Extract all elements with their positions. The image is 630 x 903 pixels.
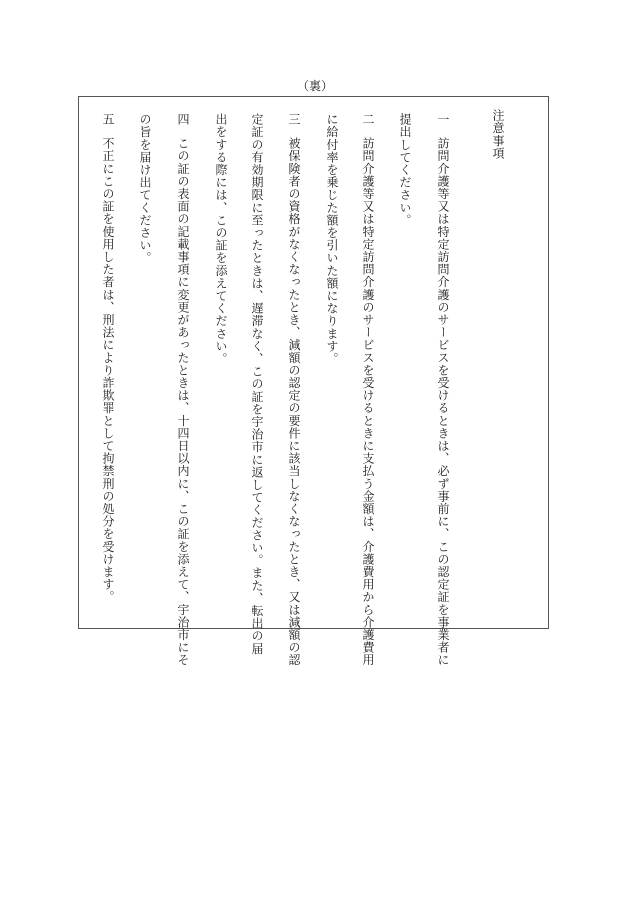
item-2-number: 二 bbox=[361, 113, 375, 126]
notes-heading: 注意事項 bbox=[491, 109, 505, 160]
item-4-number: 四 bbox=[176, 113, 190, 126]
item-1-number: 一 bbox=[436, 113, 450, 126]
item-5-number: 五 bbox=[101, 113, 115, 126]
item-3-line-1: 被保険者の資格がなくなったとき、減額の認定の要件に該当しなくなったとき、又は減額の認 bbox=[287, 137, 301, 667]
notes-frame bbox=[78, 96, 549, 667]
item-4-line-2: の旨を届け出てください。 bbox=[138, 113, 152, 265]
item-2-line-1: 訪問介護等又は特定訪問介護のサービスを受けるときに支払う金額は、介護費用から介護費用 bbox=[361, 137, 375, 667]
reverse-side-label: （裏） bbox=[296, 79, 333, 93]
item-3-line-3: 出をする際には、この証を添えてください。 bbox=[214, 113, 228, 365]
item-1-line-1: 訪問介護等又は特定訪問介護のサービスを受けるときは、必ず事前に、この認定証を事業者に bbox=[436, 137, 450, 667]
item-2-line-2: に給付率を乗じた額を引いた額になります。 bbox=[325, 113, 339, 365]
item-5-line-1: 不正にこの証を使用した者は、刑法により詐欺罪として拘禁刑の処分を受けます。 bbox=[101, 137, 115, 604]
item-3-line-2: 定証の有効期限に至ったときは、遅滞なく、この証を宇治市に返してください。また、転出の届 bbox=[250, 113, 264, 655]
item-1-line-2: 提出してください。 bbox=[398, 113, 412, 227]
item-3-number: 三 bbox=[287, 113, 301, 126]
item-4-line-1: この証の表面の記載事項に変更があったときは、十四日以内に、この証を添えて、宇治市にそ bbox=[176, 137, 190, 667]
